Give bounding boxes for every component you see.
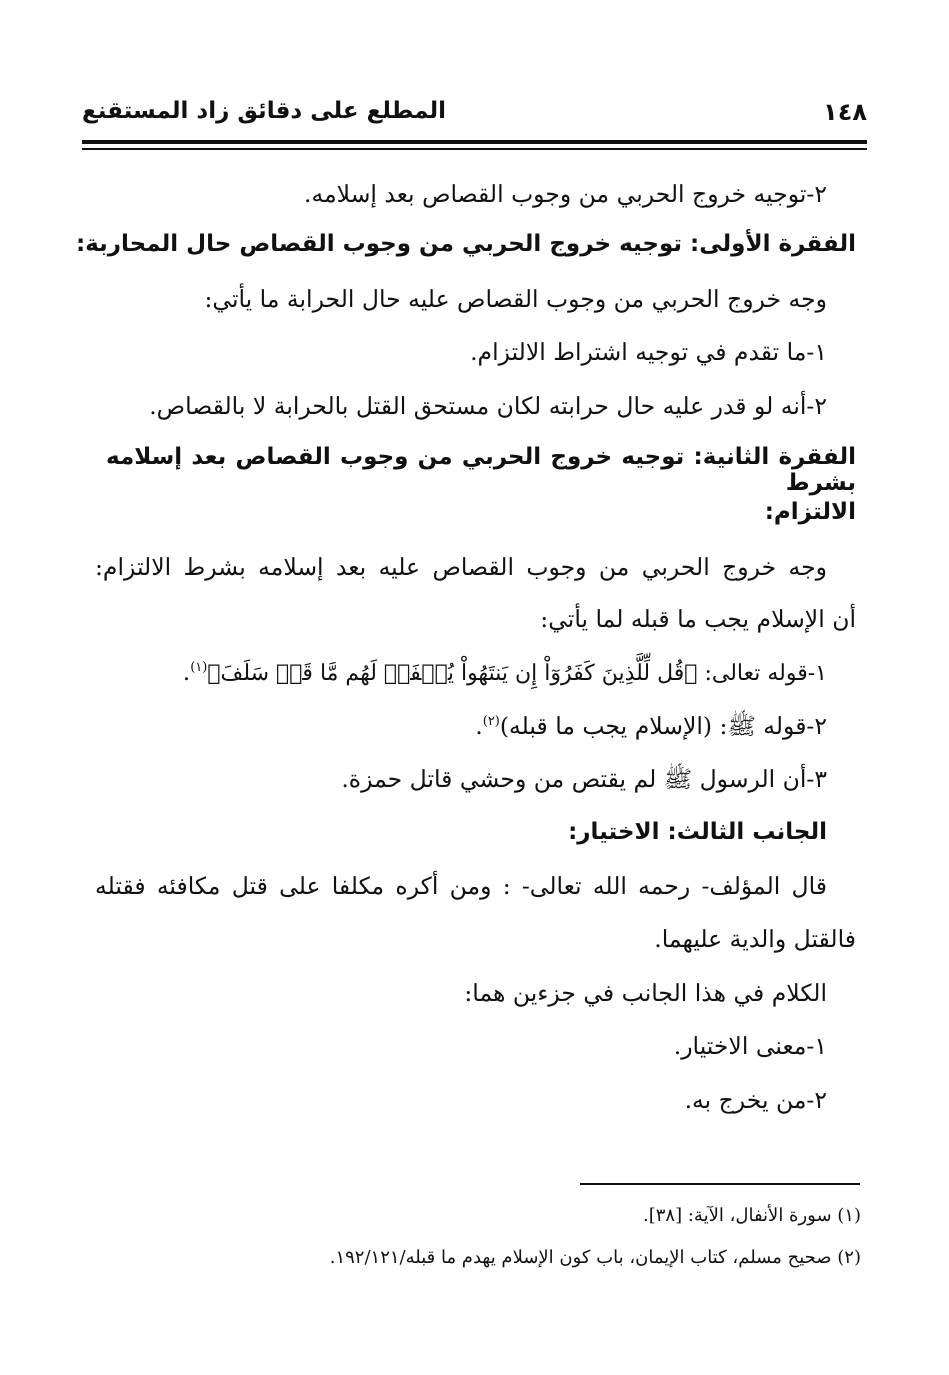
hadith-text: ٢-قوله ﷺ: (الإسلام يجب ما قبله) [499,712,827,740]
footnote-2: (٢) صحيح مسلم، كتاب الإيمان، باب كون الإسلام يهدم ما قبله/١٩٢/١٢١. [329,1247,861,1268]
header-rule-thick [82,140,867,144]
page-header [82,96,867,136]
page-number: ١٤٨ [823,98,867,126]
body-line-9: أن الإسلام يجب ما قبله لما يأتي: [540,605,856,633]
body-line-1: ٢-توجيه خروج الحربي من وجوب القصاص بعد إسلامه. [304,180,827,208]
book-title: المطلع على دقائق زاد المستقنع [82,98,447,124]
list-item-1: ١-ما تقدم في توجيه اشتراط الالتزام. [470,338,827,366]
header-rule-thin [82,148,867,150]
section-heading-1: الفقرة الأولى: توجيه خروج الحربي من وجوب القصاص حال المحاربة: [75,231,856,257]
body-line-16: الكلام في هذا الجانب في جزءين هما: [464,979,827,1007]
footnote-1: (١) سورة الأنفال، الآية: [٣٨]. [643,1205,861,1226]
list-item-4: ١-معنى الاختيار. [673,1032,827,1060]
footnote-ref-2: (٢) [482,714,500,730]
section-heading-2-cont: الالتزام: [764,499,856,525]
list-item-5: ٢-من يخرج به. [684,1086,827,1114]
footnote-separator [580,1183,860,1185]
quran-verse: ١-قوله تعالى: ﴿قُل لِّلَّذِينَ كَفَرُوٓاْ إِن يَنتَهُواْ يُغۡفَرۡ لَهُم مَّا قَدۡ سَلَفَ﴾ [207,661,827,686]
list-item-3: ٣-أن الرسول ﷺ لم يقتص من وحشي قاتل حمزة. [341,765,827,793]
quran-citation-line [183,658,827,686]
author-quote-line-1: قال المؤلف- رحمه الله تعالى- : ومن أكره مكلفا على قتل مكافئه فقتله [95,872,827,900]
section-heading-2: الفقرة الثانية: توجيه خروج الحربي من وجوب القصاص بعد إسلامه بشرط [106,444,856,496]
list-item-2: ٢-أنه لو قدر عليه حال حرابته لكان مستحق القتل بالحرابة لا بالقصاص. [149,392,827,420]
author-quote-line-2: فالقتل والدية عليهما. [654,925,856,953]
period: . [475,712,483,740]
period: . [182,658,191,686]
section-heading-3: الجانب الثالث: الاختيار: [568,819,827,845]
body-line-3: وجه خروج الحربي من وجوب القصاص عليه حال الحرابة ما يأتي: [204,285,827,313]
hadith-citation-line [475,712,827,746]
footnote-ref-1: (١) [190,660,208,676]
body-line-8: وجه خروج الحربي من وجوب القصاص عليه بعد إسلامه بشرط الالتزام: [95,553,827,581]
